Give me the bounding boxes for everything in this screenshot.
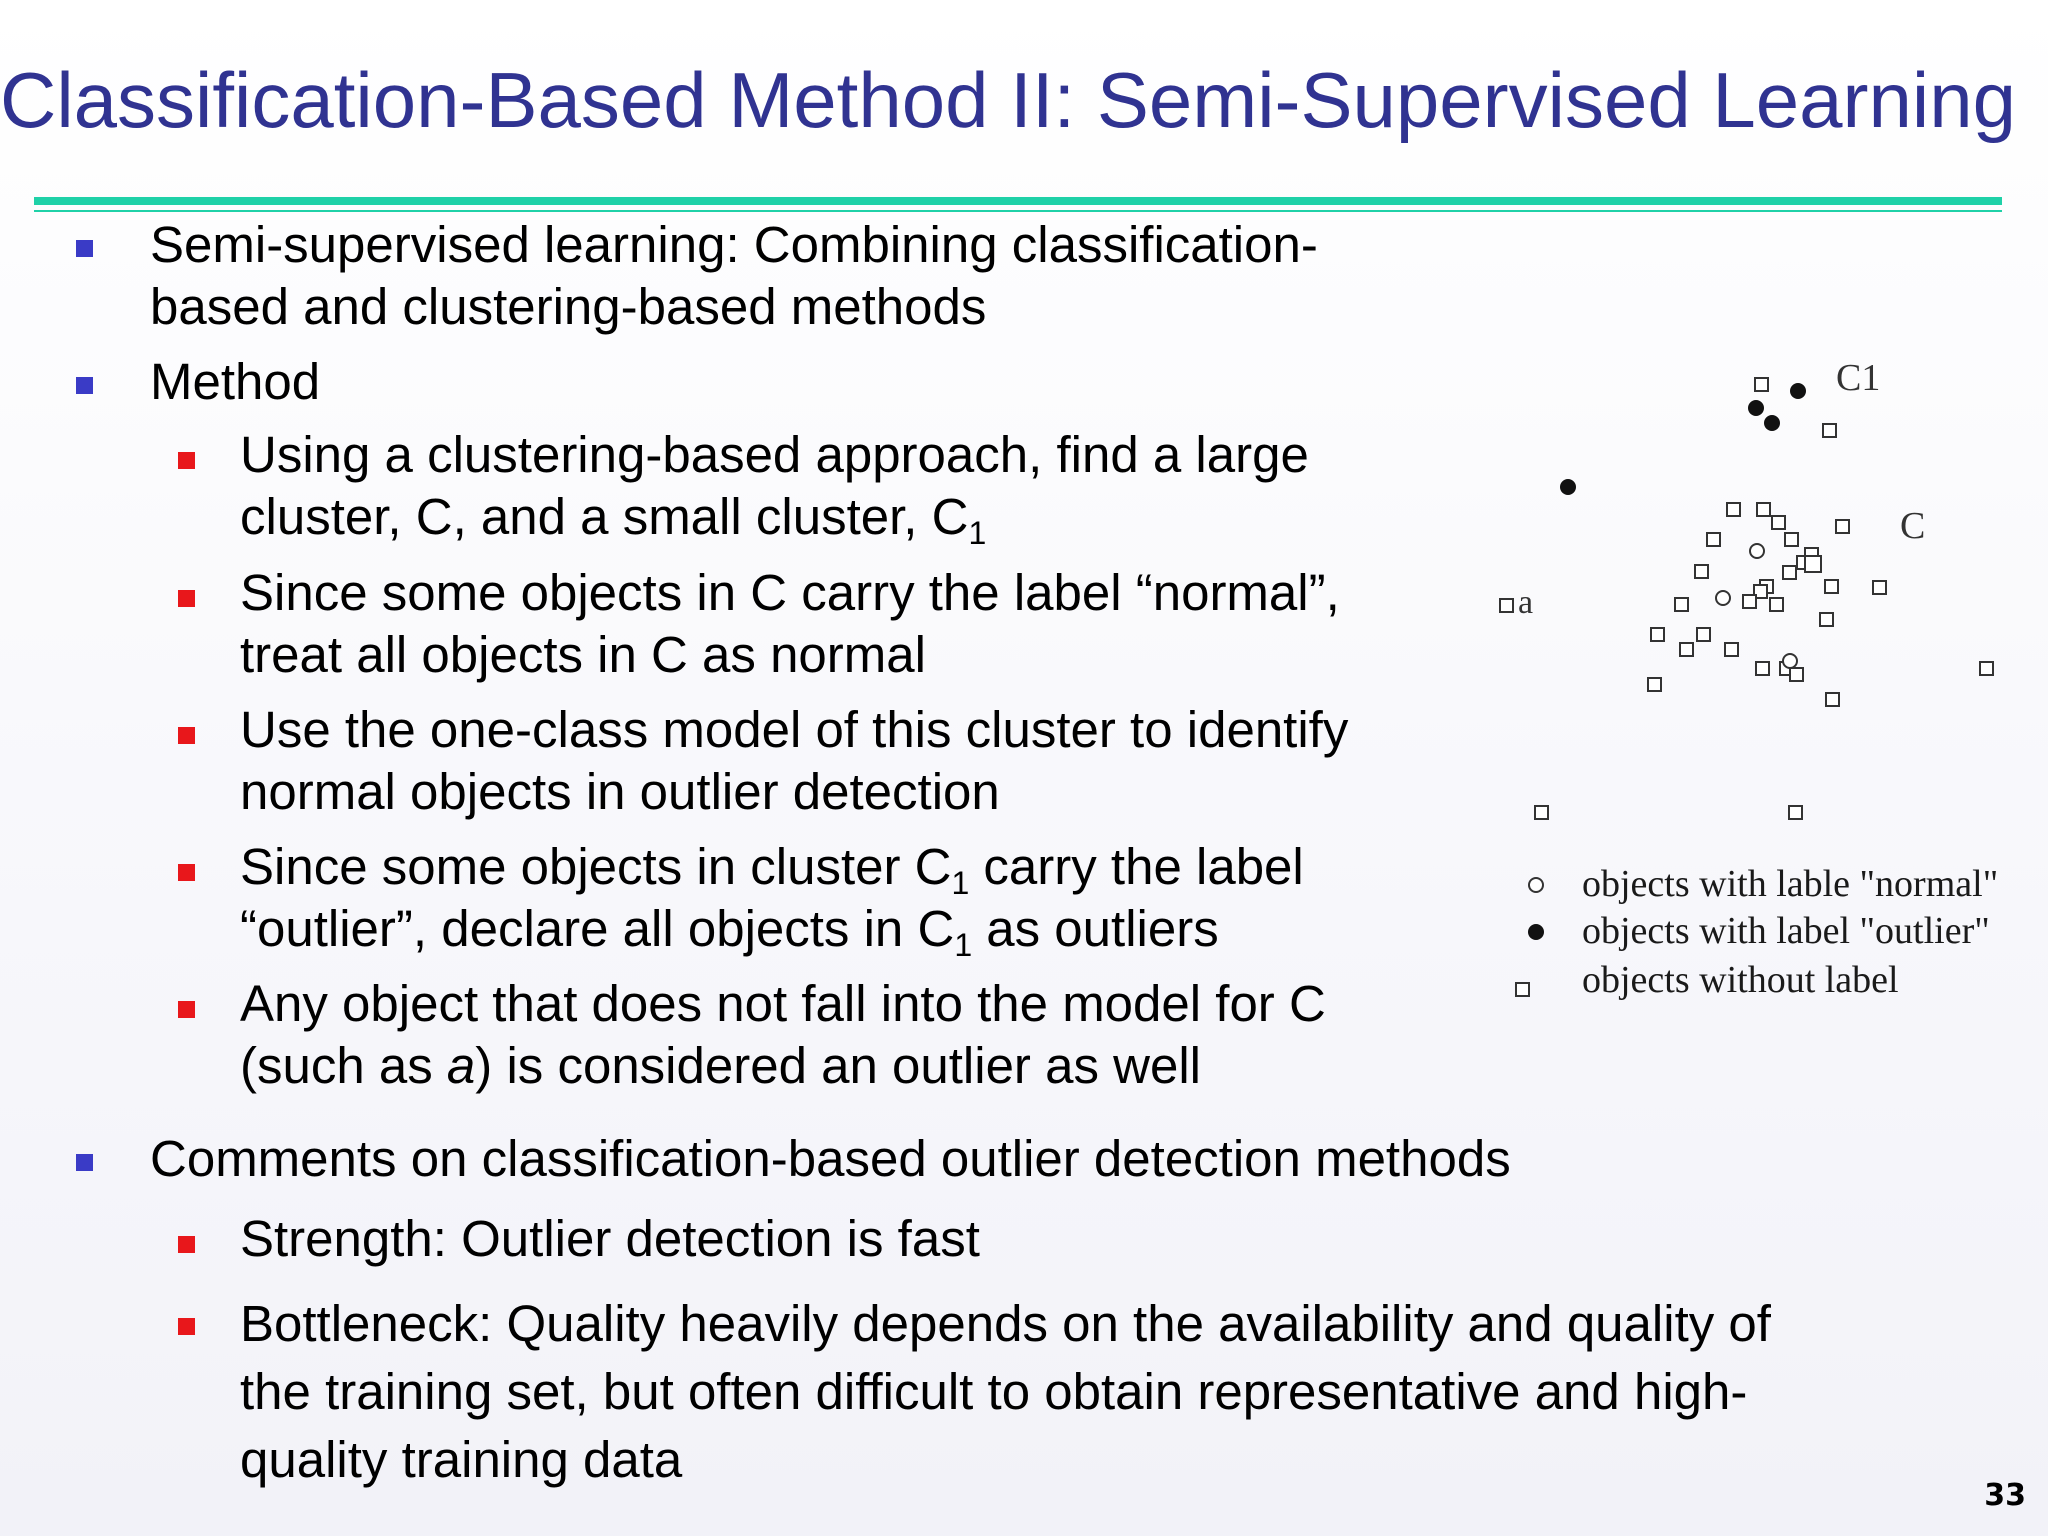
unlabeled-square (1675, 598, 1688, 611)
bullet-text: cluster, C, and a small cluster, $C_1$ (240, 488, 987, 551)
unlabeled-square (1727, 503, 1740, 516)
sub-bullet-strength (240, 1208, 980, 1270)
title-divider (34, 197, 2002, 205)
filled-dot-icon (1528, 924, 1544, 940)
sub-bullet-marker (178, 1318, 195, 1335)
bullet-text: Use the one-class model of this cluster to identify (240, 701, 1349, 758)
bullet-method (150, 351, 320, 413)
title-divider-thin (34, 210, 2002, 212)
legend-label-outlier: objects with label "outlier" (1582, 910, 1990, 952)
bullet-text: the training set, but often difficult to obtain representative and high- (240, 1363, 1748, 1420)
unlabeled-square (1783, 566, 1796, 579)
unlabeled-square (1500, 599, 1513, 612)
sub-bullet-marker (178, 590, 195, 607)
unlabeled-square (1772, 516, 1785, 529)
unlabeled-square (1785, 533, 1798, 546)
bullet-text: “outlier”, declare all objects in $C_1$ as outliers (240, 900, 1219, 963)
bullet-text: treat all objects in C as normal (240, 626, 926, 683)
page-number: 33 (1984, 1478, 2026, 1513)
sub-bullet-bottleneck (240, 1290, 1771, 1494)
open-circle-icon (1529, 878, 1543, 892)
cluster-label-c: C (1900, 505, 1926, 547)
unlabeled-square (1697, 628, 1710, 641)
bullet-text: Strength: Outlier detection is fast (240, 1210, 980, 1267)
unlabeled-square (1820, 613, 1833, 626)
bullet-marker (76, 1154, 93, 1171)
sub-bullet-outside-model (240, 973, 1326, 1097)
unlabeled-square (1725, 643, 1738, 656)
sub-bullet-clustering (240, 424, 1309, 551)
outlier-dot (1790, 383, 1806, 399)
slide-title: Classification-Based Method II: Semi-Supervised Learning (0, 56, 2017, 144)
bullet-text: quality training data (240, 1431, 683, 1488)
sub-bullet-marker (178, 727, 195, 744)
unlabeled-square (1790, 668, 1803, 681)
sub-bullet-normal-label (240, 562, 1340, 686)
unlabeled-square (1789, 806, 1802, 819)
bullet-text: Comments on classification-based outlier detection methods (150, 1130, 1511, 1187)
unlabeled-square (1695, 565, 1708, 578)
bullet-text: Any object that does not fall into the model for C (240, 975, 1326, 1032)
unlabeled-square (1825, 580, 1838, 593)
unlabeled-square (1535, 806, 1548, 819)
legend-label-normal: objects with lable "normal" (1582, 863, 1999, 905)
unlabeled-square (1836, 520, 1849, 533)
unlabeled-square (1707, 533, 1720, 546)
unlabeled-square (1826, 693, 1839, 706)
bullet-text: (such as a) is considered an outlier as well (240, 1037, 1201, 1094)
sub-bullet-outlier-label (240, 836, 1304, 963)
outlier-dot (1764, 415, 1780, 431)
unlabeled-square (1980, 662, 1993, 675)
normal-circle (1716, 591, 1730, 605)
unlabeled-square (1873, 581, 1886, 594)
cluster-figure (1490, 340, 2048, 1040)
bullet-text: normal objects in outlier detection (240, 763, 1000, 820)
legend-label-unlabeled: objects without label (1582, 959, 1899, 1001)
bullet-text: Method (150, 353, 321, 410)
normal-circle (1750, 544, 1764, 558)
unlabeled-square (1651, 628, 1664, 641)
point-label-a: a (1518, 584, 1534, 621)
sub-bullet-one-class-model (240, 699, 1348, 823)
sub-bullet-marker (178, 452, 195, 469)
normal-circle (1783, 654, 1797, 668)
unlabeled-square (1756, 662, 1769, 675)
unlabeled-square (1755, 378, 1768, 391)
bullet-text: based and clustering-based methods (150, 278, 987, 335)
outlier-dot (1748, 400, 1764, 416)
bullet-text: Since some objects in C carry the label “normal”, (240, 564, 1340, 621)
unlabeled-square (1648, 678, 1661, 691)
bullet-semi-supervised (150, 214, 1318, 338)
unlabeled-square (1805, 556, 1821, 572)
unlabeled-square (1823, 424, 1836, 437)
sub-bullet-marker (178, 864, 195, 881)
cluster-label-c1: C1 (1836, 357, 1881, 399)
sub-bullet-marker (178, 1236, 195, 1253)
bullet-text: Bottleneck: Quality heavily depends on the availability and quality of (240, 1295, 1771, 1352)
unlabeled-square (1757, 503, 1770, 516)
bullet-text: Since some objects in cluster $C_1$ carry the label (240, 838, 1304, 901)
bullet-text: Using a clustering-based approach, find a large (240, 426, 1309, 483)
bullet-marker (76, 240, 93, 257)
unlabeled-square (1770, 598, 1783, 611)
bullet-text: Semi-supervised learning: Combining classification- (150, 216, 1318, 273)
unlabeled-square (1743, 595, 1756, 608)
sub-bullet-marker (178, 1001, 195, 1018)
outlier-dot (1560, 479, 1576, 495)
bullet-comments (150, 1128, 1511, 1190)
open-square-icon (1516, 983, 1529, 996)
bullet-marker (76, 377, 93, 394)
unlabeled-square (1680, 643, 1693, 656)
